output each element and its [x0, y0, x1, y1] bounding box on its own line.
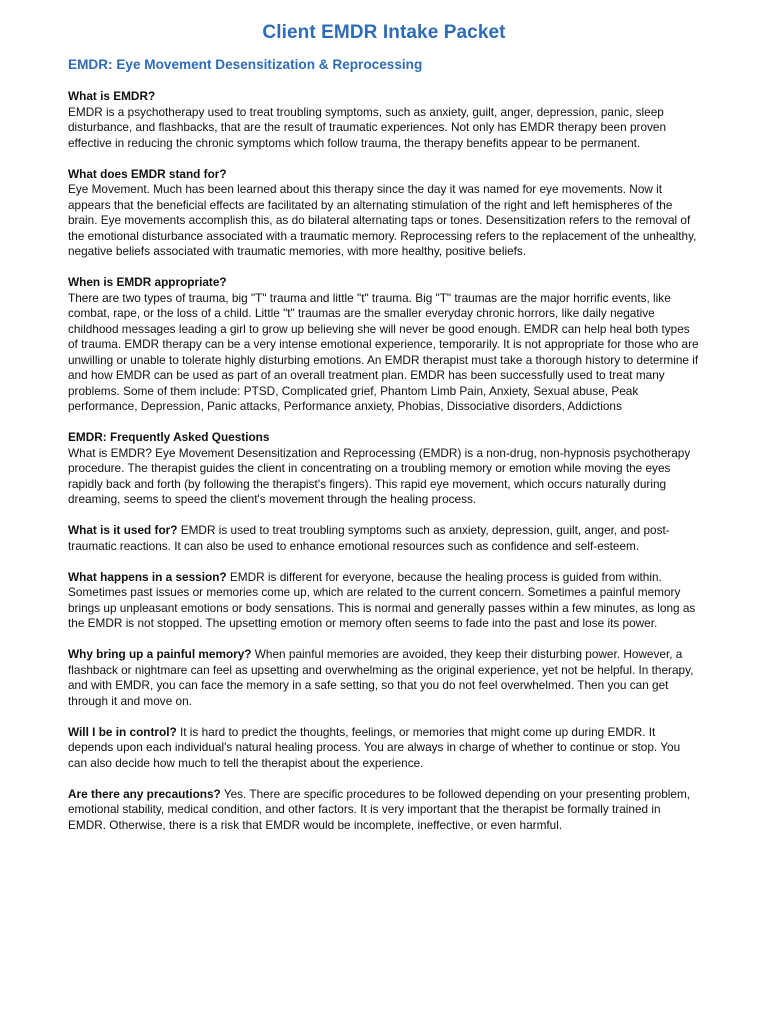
section-heading: When is EMDR appropriate?	[68, 275, 227, 289]
faq-item-session	[68, 570, 700, 632]
faq-question: Why bring up a painful memory?	[68, 647, 252, 661]
faq-item-precautions	[68, 787, 700, 834]
faq-answer: EMDR is different for everyone, because the healing process is guided from within. Sometimes past issues or memories come up, which are related to the current concern. Sometimes a painful memory brings up unpleasant emotions or body sensations. This is normal and generally passes within a few minutes, as long as the EMDR is not stopped. The upsetting emotion or memory often seems to fade into the past and lose its power.	[68, 569, 696, 630]
section-heading: EMDR: Frequently Asked Questions	[68, 430, 270, 444]
faq-item-control	[68, 725, 700, 772]
faq-answer: EMDR is used to treat troubling symptoms such as anxiety, depression, guilt, anger, and post-traumatic reactions. It can also be used to enhance emotional resources such as confidence and self-esteem.	[68, 523, 670, 553]
section-what-is-emdr	[68, 89, 700, 151]
document-title: Client EMDR Intake Packet	[262, 22, 506, 43]
faq-question: Are there any precautions?	[68, 786, 221, 801]
section-faq-intro	[68, 430, 700, 508]
faq-answer: Yes. There are specific procedures to be followed depending on your presenting problem, emotional stability, medical condition, and other factors. It is very important that the therapist be formally trained in EMDR. Otherwise, there is a risk that EMDR would be incomplete, ineffective, or even harmful.	[68, 786, 691, 832]
faq-answer: It is hard to predict the thoughts, feelings, or memories that might come up during EMDR. It depends upon each individual's natural healing process. You are always in charge of whether to continue or stop. You can also decide how much to tell the therapist about the experience.	[68, 724, 681, 770]
section-body: What is EMDR? Eye Movement Desensitization and Reprocessing (EMDR) is a non-drug, non-hypnosis psychotherapy procedure. The therapist guides the client in concentrating on a troubling memory or emotion while moving the eyes rapidly back and forth (by following the therapist's fingers). This rapid eye movement, which occurs naturally during dreaming, seems to speed the client's movement through the healing process.	[68, 445, 691, 506]
faq-answer: When painful memories are avoided, they keep their disturbing power. However, a flashback or nightmare can feel as upsetting and overwhelming as the original experience, yet not be helpful. In therapy, and with EMDR, you can face the memory in a safe setting, so that you do not feel overwhelmed. Then you can get through it and move on.	[68, 647, 694, 708]
faq-question: Will I be in control?	[68, 724, 177, 739]
faq-question: What is it used for?	[68, 523, 178, 537]
section-heading: What does EMDR stand for?	[68, 166, 227, 181]
section-when-is-emdr-appropriate	[68, 275, 700, 415]
section-body: EMDR is a psychotherapy used to treat troubling symptoms, such as anxiety, guilt, anger, depression, panic, sleep disturbance, and flashbacks, that are the result of traumatic experiences. Not only has EMDR therapy been proven effective in reducing the chronic symptoms which follow trauma, the therapy benefits appear to be permanent.	[68, 104, 667, 150]
faq-item-painful-memory	[68, 647, 700, 709]
section-body: Eye Movement. Much has been learned about this therapy since the day it was named for eye movements. Now it appears that the beneficial effects are facilitated by an alternating stimulation of the right and left hemispheres of the brain. Eye movements accomplish this, as do bilateral alternating taps or tones. Desensitization refers to the removal of the emotional disturbance associated with a traumatic memory. Reprocessing refers to the replacement of the unhealthy, negative beliefs associated with traumatic memories, with more healthy, positive beliefs.	[68, 182, 697, 258]
faq-question: What happens in a session?	[68, 569, 227, 584]
document-subtitle: EMDR: Eye Movement Desensitization & Reprocessing	[68, 57, 423, 72]
section-what-does-emdr-stand-for	[68, 167, 700, 260]
section-heading: What is EMDR?	[68, 89, 156, 103]
faq-item-used-for	[68, 523, 700, 554]
section-body: There are two types of trauma, big "T" trauma and little "t" trauma. Big "T" traumas are the major horrific events, like combat, rape, or the loss of a child. Little "t" traumas are the smaller everyday chronic horrors, like daily negative childhood messages leading a girl to grow up believing she will never be good enough. EMDR can help heal both types of trauma. EMDR therapy can be a very intense emotional experience, temporarily. It is not appropriate for those who are unwilling or unable to tolerate highly disturbing emotions. An EMDR therapist must take a thorough history to determine if and how EMDR can be used as part of an overall treatment plan. EMDR has been successfully used to treat many problems. Some of them include: PTSD, Complicated grief, Phantom Limb Pain, Anxiety, Sexual abuse, Peak performance, Depression, Panic attacks, Performance anxiety, Phobias, Dissociative disorders, Addictions	[68, 290, 699, 413]
